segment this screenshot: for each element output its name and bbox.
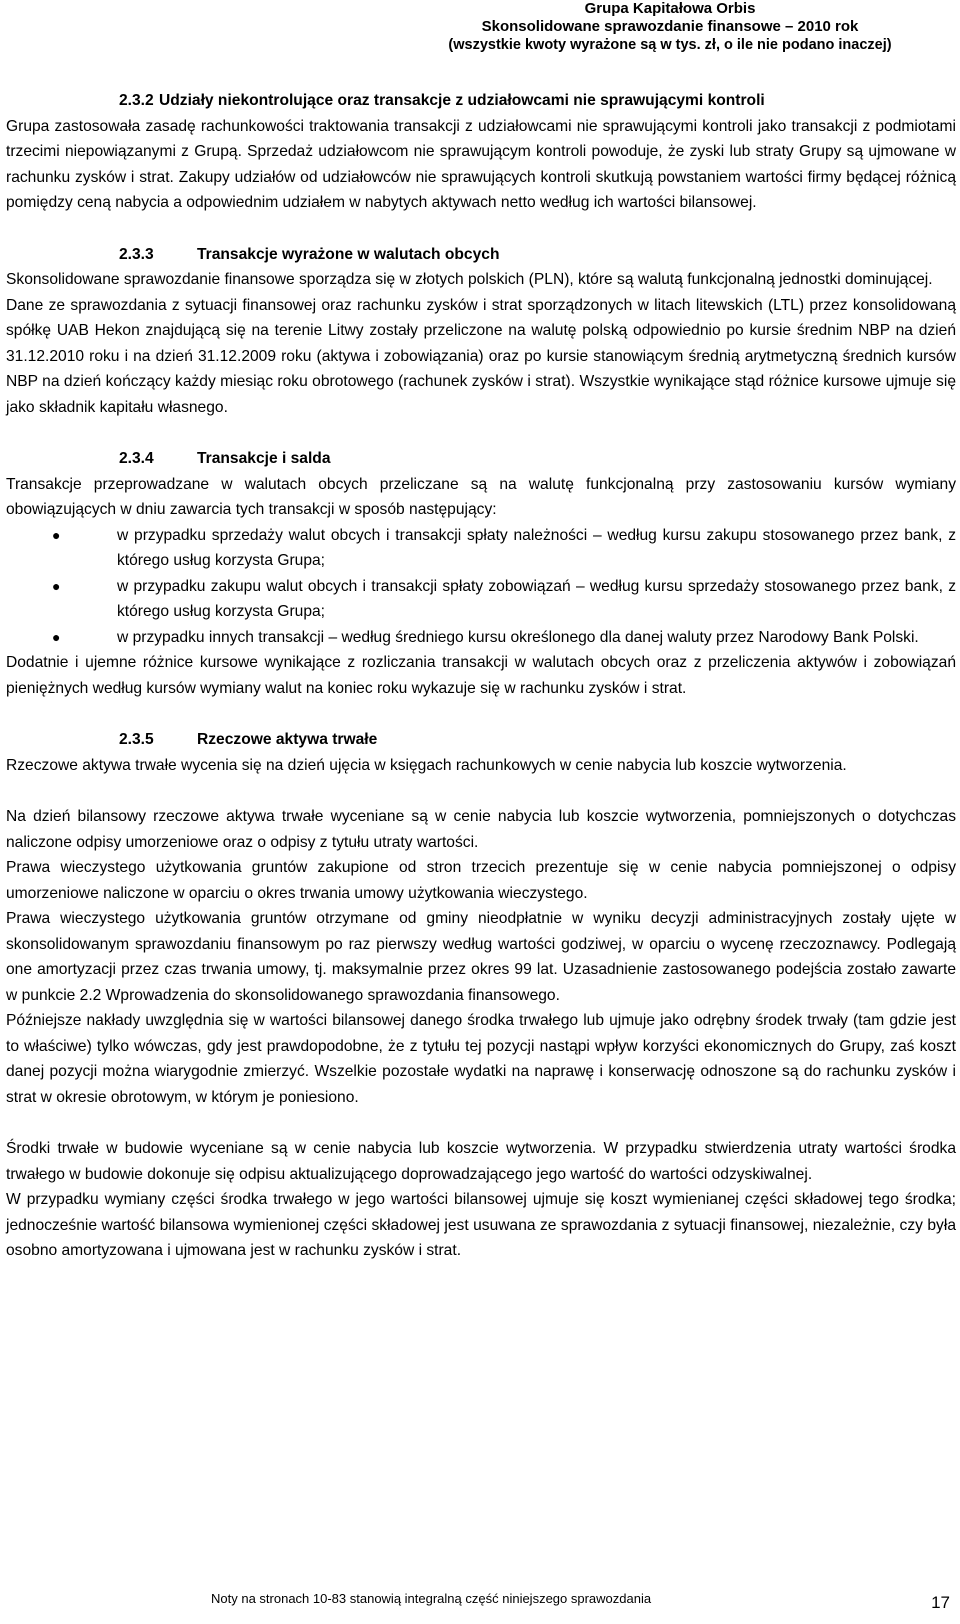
- paragraph: Rzeczowe aktywa trwałe wycenia się na dzień ujęcia w księgach rachunkowych w cenie nabycia lub koszcie wytworzenia.: [6, 756, 847, 774]
- list-item: ● w przypadku zakupu walut obcych i transakcji spłaty zobowiązań – według kursu sprzedaży stosowanego przez bank, z którego usług korzysta Grupa;: [6, 574, 956, 625]
- bullet-icon: ●: [52, 628, 61, 645]
- document-body: [6, 88, 956, 1264]
- list-item: ● w przypadku sprzedaży walut obcych i transakcji spłaty należności – według kursu zakupu stosowanego przez bank, z którego usług korzysta Grupa;: [6, 523, 956, 574]
- paragraph: Grupa zastosowała zasadę rachunkowości traktowania transakcji z udziałowcami nie sprawującymi kontroli jako transakcji z podmiotami trzecimi niepowiązanymi z Grupą. Sprzedaż udziałowcom nie sprawującym kontroli powoduje, że zyski lub straty Grupy są ujmowane w rachunku zysków i strat. Zakupy udziałów od udziałowców nie sprawujących kontroli skutkują powstaniem wartości firmy będącej różnicą pomiędzy ceną nabycia a odpowiednim udziałem w nabytych aktywach netto według ich wartości bilansowej.: [6, 117, 956, 211]
- amounts-note: (wszystkie kwoty wyrażone są w tys. zł, o ile nie podano inaczej): [448, 37, 892, 53]
- paragraph: Skonsolidowane sprawozdanie finansowe sporządza się w złotych polskich (PLN), które są walutą funkcjonalną jednostki dominującej.: [6, 271, 933, 288]
- page-footer: Noty na stronach 10-83 stanowią integralną część niniejszego sprawozdania: [211, 1591, 652, 1606]
- section-title: Transakcje wyrażone w walutach obcych: [197, 245, 500, 263]
- page-header: [410, 0, 930, 54]
- section-title: Rzeczowe aktywa trwałe: [197, 731, 378, 748]
- section-number: 2.3.3: [119, 245, 154, 263]
- list-item: ● w przypadku innych transakcji – według średniego kursu określonego dla danej waluty przez Narodowy Bank Polski.: [6, 625, 956, 651]
- company-name: Grupa Kapitałowa Orbis: [584, 0, 756, 17]
- section-title: Udziały niekontrolujące oraz transakcje z udziałowcami nie sprawującymi kontroli: [159, 92, 765, 109]
- section-number: 2.3.4: [119, 450, 154, 467]
- paragraph: W przypadku wymiany części środka trwałego w jego wartości bilansowej ujmuje się koszt wymienianej części składowej tego środka; jednocześnie wartość bilansowa wymienionej części składowej jest usuwana ze sprawozdania z sytuacji finansowej, niezależnie, czy była osobno amortyzowana i ujmowana jest w rachunku zysków i strat.: [6, 1191, 956, 1259]
- bullet-icon: ●: [52, 577, 61, 594]
- paragraph: Późniejsze nakłady uwzględnia się w wartości bilansowej danego środka trwałego lub ujmuje jako odrębny środek trwały (tam gdzie jest to właściwe) tylko wówczas, gdy jest prawdopodobne, że z tytułu tej pozycji nastąpi wpływ korzyści ekonomicznych do Grupy, zaś koszt danej pozycji można wiarygodnie zmierzyć. Wszelkie pozostałe wydatki na naprawę i konserwację odnoszone są do rachunku zysków i strat w okresie obrotowym, w którym je poniesiono.: [6, 1012, 956, 1106]
- section-heading-2-3-2: [6, 88, 956, 114]
- bullet-icon: ●: [52, 526, 61, 543]
- section-title: Transakcje i salda: [197, 450, 331, 467]
- bullet-list: [6, 523, 956, 651]
- paragraph: Transakcje przeprowadzane w walutach obcych przeliczane są na walutę funkcjonalną przy zastosowaniu kursów wymiany obowiązujących w dniu zawarcia tych transakcji w sposób następujący:: [6, 475, 956, 518]
- section-heading-2-3-4: [6, 446, 956, 472]
- section-number: 2.3.5: [119, 731, 154, 748]
- section-heading-2-3-5: [6, 727, 956, 753]
- paragraph: Środki trwałe w budowie wyceniane są w cenie nabycia lub koszcie wytworzenia. W przypadku stwierdzenia utraty wartości środka trwałego w budowie dokonuje się odpisu aktualizującego doprowadzającego jego wartość do wartości odzyskiwalnej.: [6, 1140, 956, 1183]
- paragraph: Dodatnie i ujemne różnice kursowe wynikające z rozliczania transakcji w walutach obcych oraz z przeliczenia aktywów i zobowiązań pieniężnych według kursów wymiany walut na koniec roku wykazuje się w rachunku zysków i strat.: [6, 654, 956, 697]
- page-number: 17: [931, 1593, 950, 1612]
- section-number: 2.3.2: [119, 92, 154, 109]
- report-title: Skonsolidowane sprawozdanie finansowe – 2010 rok: [481, 18, 859, 35]
- section-heading-2-3-3: [6, 242, 956, 268]
- paragraph: Prawa wieczystego użytkowania gruntów otrzymane od gminy nieodpłatnie w wyniku decyzji administracyjnych zostały ujęte w skonsolidowanym sprawozdaniu finansowym po raz pierwszy według wartości godziwej, w oparciu o wycenę rzeczoznawcy. Podlegają one amortyzacji przez czas trwania umowy, tj. maksymalnie przez okres 99 lat. Uzasadnienie zastosowanego podejścia zostało zawarte w punkcie 2.2 Wprowadzenia do skonsolidowanego sprawozdania finansowego.: [6, 910, 956, 1004]
- paragraph: Prawa wieczystego użytkowania gruntów zakupione od stron trzecich prezentuje się w cenie nabycia pomniejszonej o odpisy umorzeniowe naliczone w oparciu o okres trwania umowy użytkowania wieczystego.: [6, 859, 956, 902]
- paragraph: Dane ze sprawozdania z sytuacji finansowej oraz rachunku zysków i strat sporządzonych w litach litewskich (LTL) przez konsolidowaną spółkę UAB Hekon znajdującą się na terenie Litwy zostały przeliczone na walutę polską odpowiednio po kursie średnim NBP na dzień 31.12.2010 roku i na dzień 31.12.2009 roku (aktywa i zobowiązania) oraz po kursie stanowiącym średnią arytmetyczną średnich kursów NBP na dzień kończący każdy miesiąc roku obrotowego (rachunek zysków i strat). Wszystkie wynikające stąd różnice kursowe ujmuje się jako składnik kapitału własnego.: [6, 296, 956, 416]
- paragraph: Na dzień bilansowy rzeczowe aktywa trwałe wyceniane są w cenie nabycia lub koszcie wytworzenia, pomniejszonych o dotychczas naliczone odpisy umorzeniowe oraz o odpisy z tytułu utraty wartości.: [6, 808, 956, 851]
